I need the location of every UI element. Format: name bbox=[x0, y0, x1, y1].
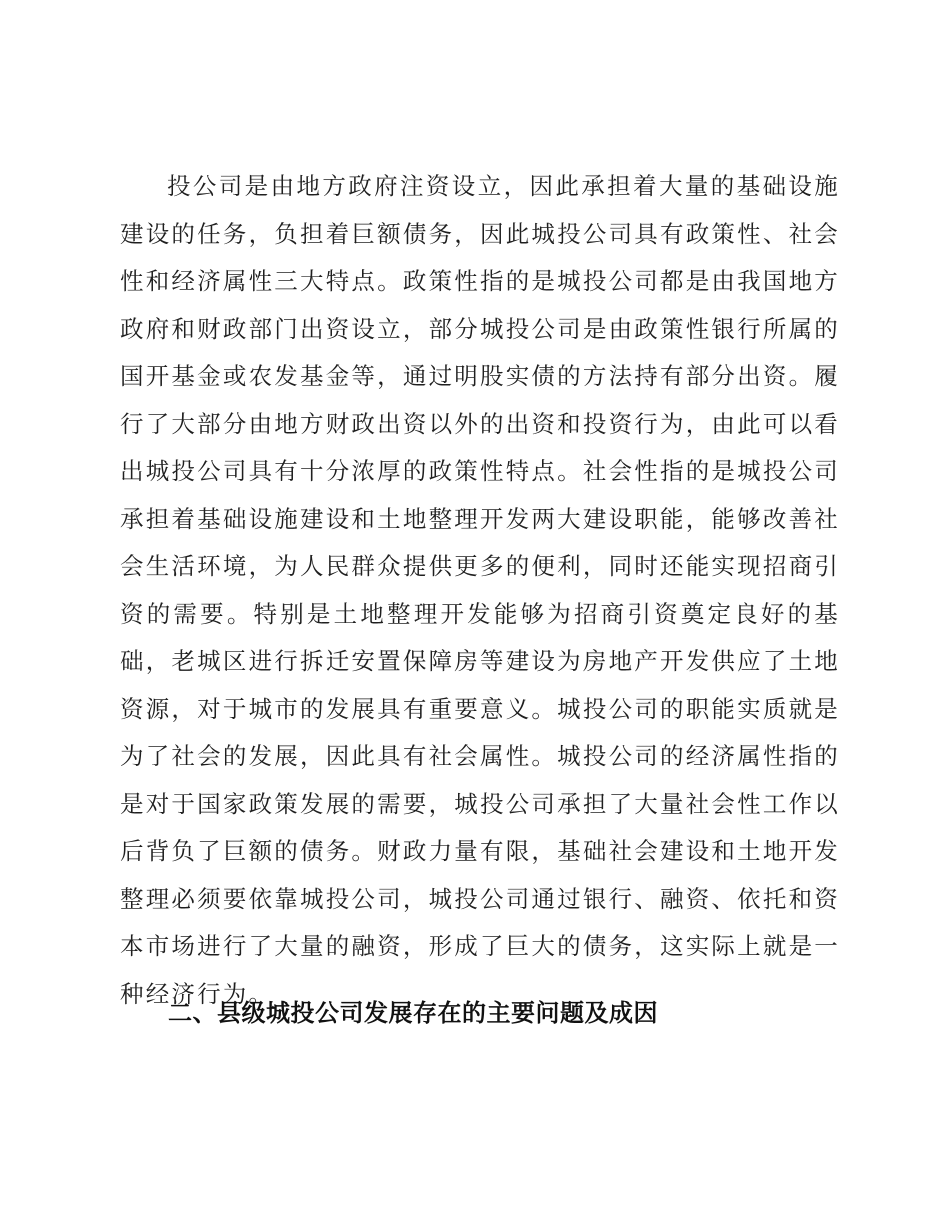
body-paragraph: 投公司是由地方政府注资设立，因此承担着大量的基础设施建设的任务，负担着巨额债务，因此城投公司具有政策性、社会性和经济属性三大特点。政策性指的是城投公司都是由我国地方政府和财政部门出资设立，部分城投公司是由政策性银行所属的国开基金或农发基金等，通过明股实债的方法持有部分出资。履行了大部分由地方财政出资以外的出资和投资行为，由此可以看出城投公司具有十分浓厚的政策性特点。社会性指的是城投公司承担着基础设施建设和土地整理开发两大建设职能，能够改善社会生活环境，为人民群众提供更多的便利，同时还能实现招商引资的需要。特别是土地整理开发能够为招商引资奠定良好的基础，老城区进行拆迁安置保障房等建设为房地产开发供应了土地资源，对于城市的发展具有重要意义。城投公司的职能实质就是为了社会的发展，因此具有社会属性。城投公司的经济属性指的是对于国家政策发展的需要，城投公司承担了大量社会性工作以后背负了巨额的债务。财政力量有限，基础社会建设和土地开发整理必须要依靠城投公司，城投公司通过银行、融资、依托和资本市场进行了大量的融资，形成了巨大的债务，这实际上就是一种经济行为。 bbox=[120, 172, 840, 1008]
section-heading: 二、县级城投公司发展存在的主要问题及成因 bbox=[168, 999, 658, 1027]
